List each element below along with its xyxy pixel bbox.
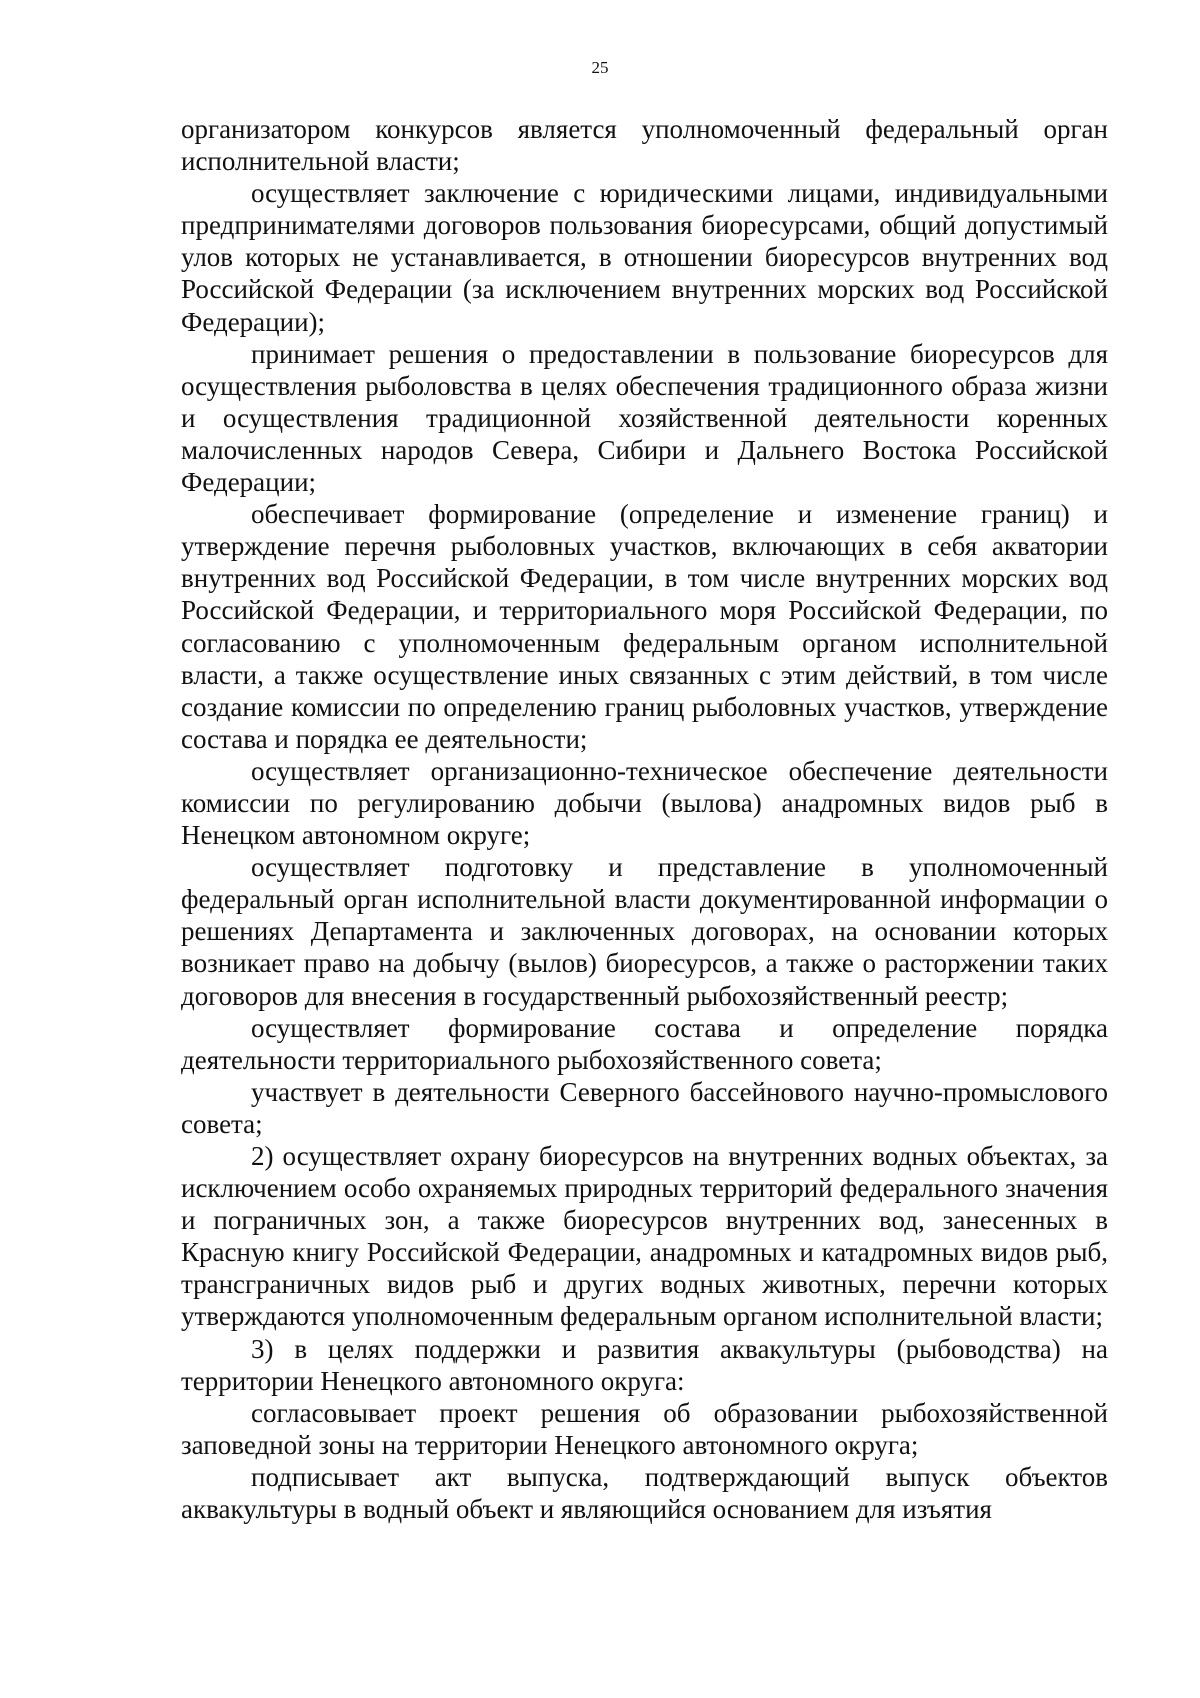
paragraph-basin-council: участвует в деятельности Северного бассейнового научно-промыслового совета;: [181, 1076, 1108, 1139]
paragraph-release-act: подписывает акт выпуска, подтверждающий выпуск объектов аквакультуры в водный объект и являющийся основанием для изъятия: [181, 1461, 1108, 1525]
paragraph-fishing-areas: обеспечивает формирование (определение и изменение границ) и утверждение перечня рыболовных участков, включающих в себя акватории внутренних вод Российской Федерации, в том числе внутренних морских вод Российской Федерации, и территориального моря Российской Федерации, по согласованию с уполномоченным федеральным органом исполнительной власти, а также осуществление иных связанных с этим действий, в том числе создание комиссии по определению границ рыболовных участков, утверждение состава и порядка ее деятельности;: [181, 499, 1108, 754]
paragraph-contest-organizer: организатором конкурсов является уполномоченный федеральный орган исполнительной власти;: [181, 114, 1108, 177]
paragraph-fishery-council: осуществляет формирование состава и определение порядка деятельности территориального рыбохозяйственного совета;: [181, 1012, 1108, 1075]
paragraph-traditional-fishing: принимает решения о предоставлении в пользование биоресурсов для осуществления рыболовства в целях обеспечения традиционного образа жизни и осуществления традиционной хозяйственной деятельности коренных малочисленных народов Севера, Сибири и Дальнего Востока Российской Федерации;: [181, 338, 1108, 498]
paragraph-bioresource-protection: 2) осуществляет охрану биоресурсов на внутренних водных объектах, за исключением особо охраняемых природных территорий федерального значения и пограничных зон, а также биоресурсов внутренних вод, занесенных в Красную книгу Российской Федерации, анадромных и катадромных видов рыб, трансграничных видов рыб и других водных животных, перечни которых утверждаются уполномоченным федеральным органом исполнительной власти;: [181, 1141, 1108, 1332]
paragraph-reserve-zone: согласовывает проект решения об образовании рыбохозяйственной заповедной зоны на территории Ненецкого автономного округа;: [181, 1397, 1108, 1460]
paragraph-documented-information: осуществляет подготовку и представление в уполномоченный федеральный орган исполнительной власти документированной информации о решениях Департамента и заключенных договорах, на основании которых возникает право на добычу (вылов) биоресурсов, а также о расторжении таких договоров для внесения в государственный рыбохозяйственный реестр;: [181, 852, 1108, 1011]
paragraph-contracts: осуществляет заключение с юридическими лицами, индивидуальными предпринимателями договоров пользования биоресурсами, общий допустимый улов которых не устанавливается, в отношении биоресурсов внутренних вод Российской Федерации (за исключением внутренних морских вод Российской Федерации);: [181, 178, 1108, 337]
paragraph-aquaculture: 3) в целях поддержки и развития аквакультуры (рыбоводства) на территории Ненецкого автономного округа:: [181, 1333, 1108, 1396]
document-body: [181, 113, 1108, 1525]
page-number: 25: [591, 58, 609, 77]
paragraph-commission-support: осуществляет организационно-техническое обеспечение деятельности комиссии по регулированию добычи (вылова) анадромных видов рыб в Ненецком автономном округе;: [181, 755, 1108, 851]
